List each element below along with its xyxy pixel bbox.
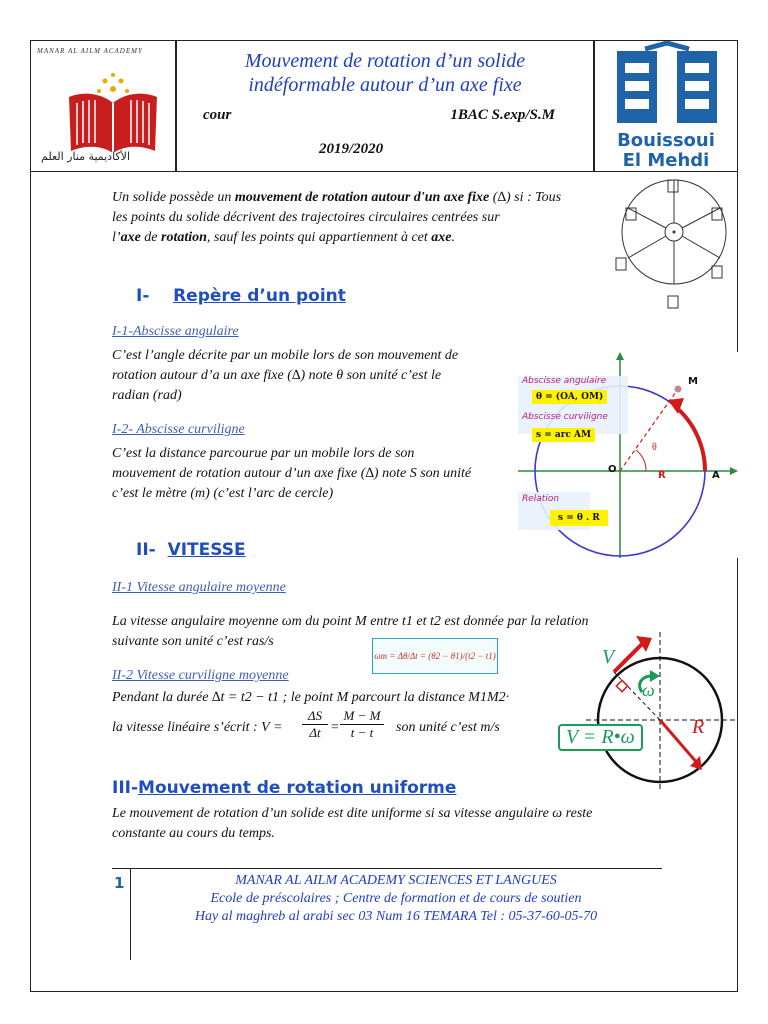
formula-relation: s = θ . R (550, 510, 608, 526)
subsection-1-2-text: C’est la distance parcourue par un mobile lors de son mouvement de rotation autour d’un axe fixe (∆) note S son unité c’est le mètre (m) (c’est l’arc de cercle) (112, 446, 472, 501)
subsection-2-1-text: La vitesse angulaire moyenne ωm du point M entre t1 et t2 est donnée par la relation suivante son unité c’est ras/s (112, 614, 589, 649)
point-M-label: M (688, 376, 698, 387)
brand-name-line1: Bouissoui (617, 130, 715, 151)
linear-speed-formula: la vitesse linéaire s’écrit : V = ΔS Δt = M − M t − t son unité c’est m/s (112, 708, 500, 740)
school-year: 2019/2020 (319, 141, 384, 157)
header-title-block (176, 40, 594, 172)
footer-divider (112, 868, 662, 869)
formula-theta: θ = (OA, OM) (532, 390, 607, 404)
footer-line-3: Hay al maghreb al arabi sec 03 Num 16 TEMARA Tel : 05-37-60-05-70 (194, 909, 598, 924)
label-relation: Relation (522, 494, 560, 504)
section-2-heading: II- VITESSE (136, 540, 246, 560)
subsection-2-1: II-1 Vitesse angulaire moyenne (112, 580, 286, 595)
footer-vertical-divider (130, 868, 131, 960)
author-logo (594, 40, 738, 172)
section-3-heading: III-Mouvement de rotation uniforme (112, 778, 457, 798)
point-A-label: A (712, 470, 720, 481)
point-O-label: O (608, 464, 617, 475)
radius-label: R (692, 716, 705, 738)
academy-name: MANAR AL AILM ACADEMY (37, 47, 143, 55)
class-label: 1BAC S.exp/S.M (450, 107, 555, 123)
speed-V-label: V (602, 646, 615, 668)
section-3-text: Le mouvement de rotation d’un solide est dite uniforme si sa vitesse angulaire ω reste constante au cours du temps. (112, 806, 593, 841)
page-number: 1 (114, 874, 125, 892)
subsection-2-2: II-2 Vitesse curviligne moyenne (112, 668, 289, 683)
footer-line-1: MANAR AL AILM ACADEMY SCIENCES ET LANGUES (235, 873, 557, 888)
label-abscisse-curviligne: Abscisse curviligne (522, 412, 608, 422)
course-label: cour (203, 107, 232, 123)
academy-logo (30, 40, 176, 172)
radius-R-label: R (658, 470, 666, 481)
academy-arabic-name: الأكاديمية منار العلم (41, 150, 130, 163)
brand-name-line2: El Mehdi (622, 150, 710, 171)
subsection-1-1-text: C’est l’angle décrite par un mobile lors de son mouvement de rotation autour d’a un axe fixe (∆) note θ son unité c’est le radian (rad) (112, 348, 459, 403)
angular-speed-formula: ωm = Δθ/Δt = (θ2 − θ1)/(t2 − t1) (372, 638, 498, 674)
formula-s: s = arc AM (532, 428, 595, 442)
subsection-2-2-text: Pendant la durée ∆t = t2 − t1 ; le point M parcourt la distance M1M2· (112, 690, 510, 705)
label-abscisse-angulaire: Abscisse angulaire (522, 376, 607, 386)
footer-line-2: Ecole de préscolaires ; Centre de formation et de cours de soutien (210, 891, 582, 906)
page-title: Mouvement de rotation d’un solide indéformable autour d’un axe fixe (244, 50, 526, 96)
rotating-wheel-diagram (608, 178, 738, 318)
omega-label: ω (642, 680, 655, 700)
speed-formula-box: V = R•ω (558, 724, 643, 751)
section-1-heading: I- Repère d’un point (136, 286, 346, 306)
angle-theta-label: θ (652, 442, 657, 453)
subsection-1-1: I-1-Abscisse angulaire (112, 324, 239, 339)
linear-speed-diagram (556, 632, 738, 792)
angular-abscissa-diagram (518, 352, 738, 558)
intro-paragraph: Un solide possède un mouvement de rotation autour d'un axe fixe (∆) si : Tous les points du solide décrivent des trajectoires circulaires centrées sur l’axe de rotation, sauf les points qui appartiennent à cet axe. (112, 190, 562, 245)
subsection-1-2: I-2- Abscisse curviligne (112, 422, 245, 437)
